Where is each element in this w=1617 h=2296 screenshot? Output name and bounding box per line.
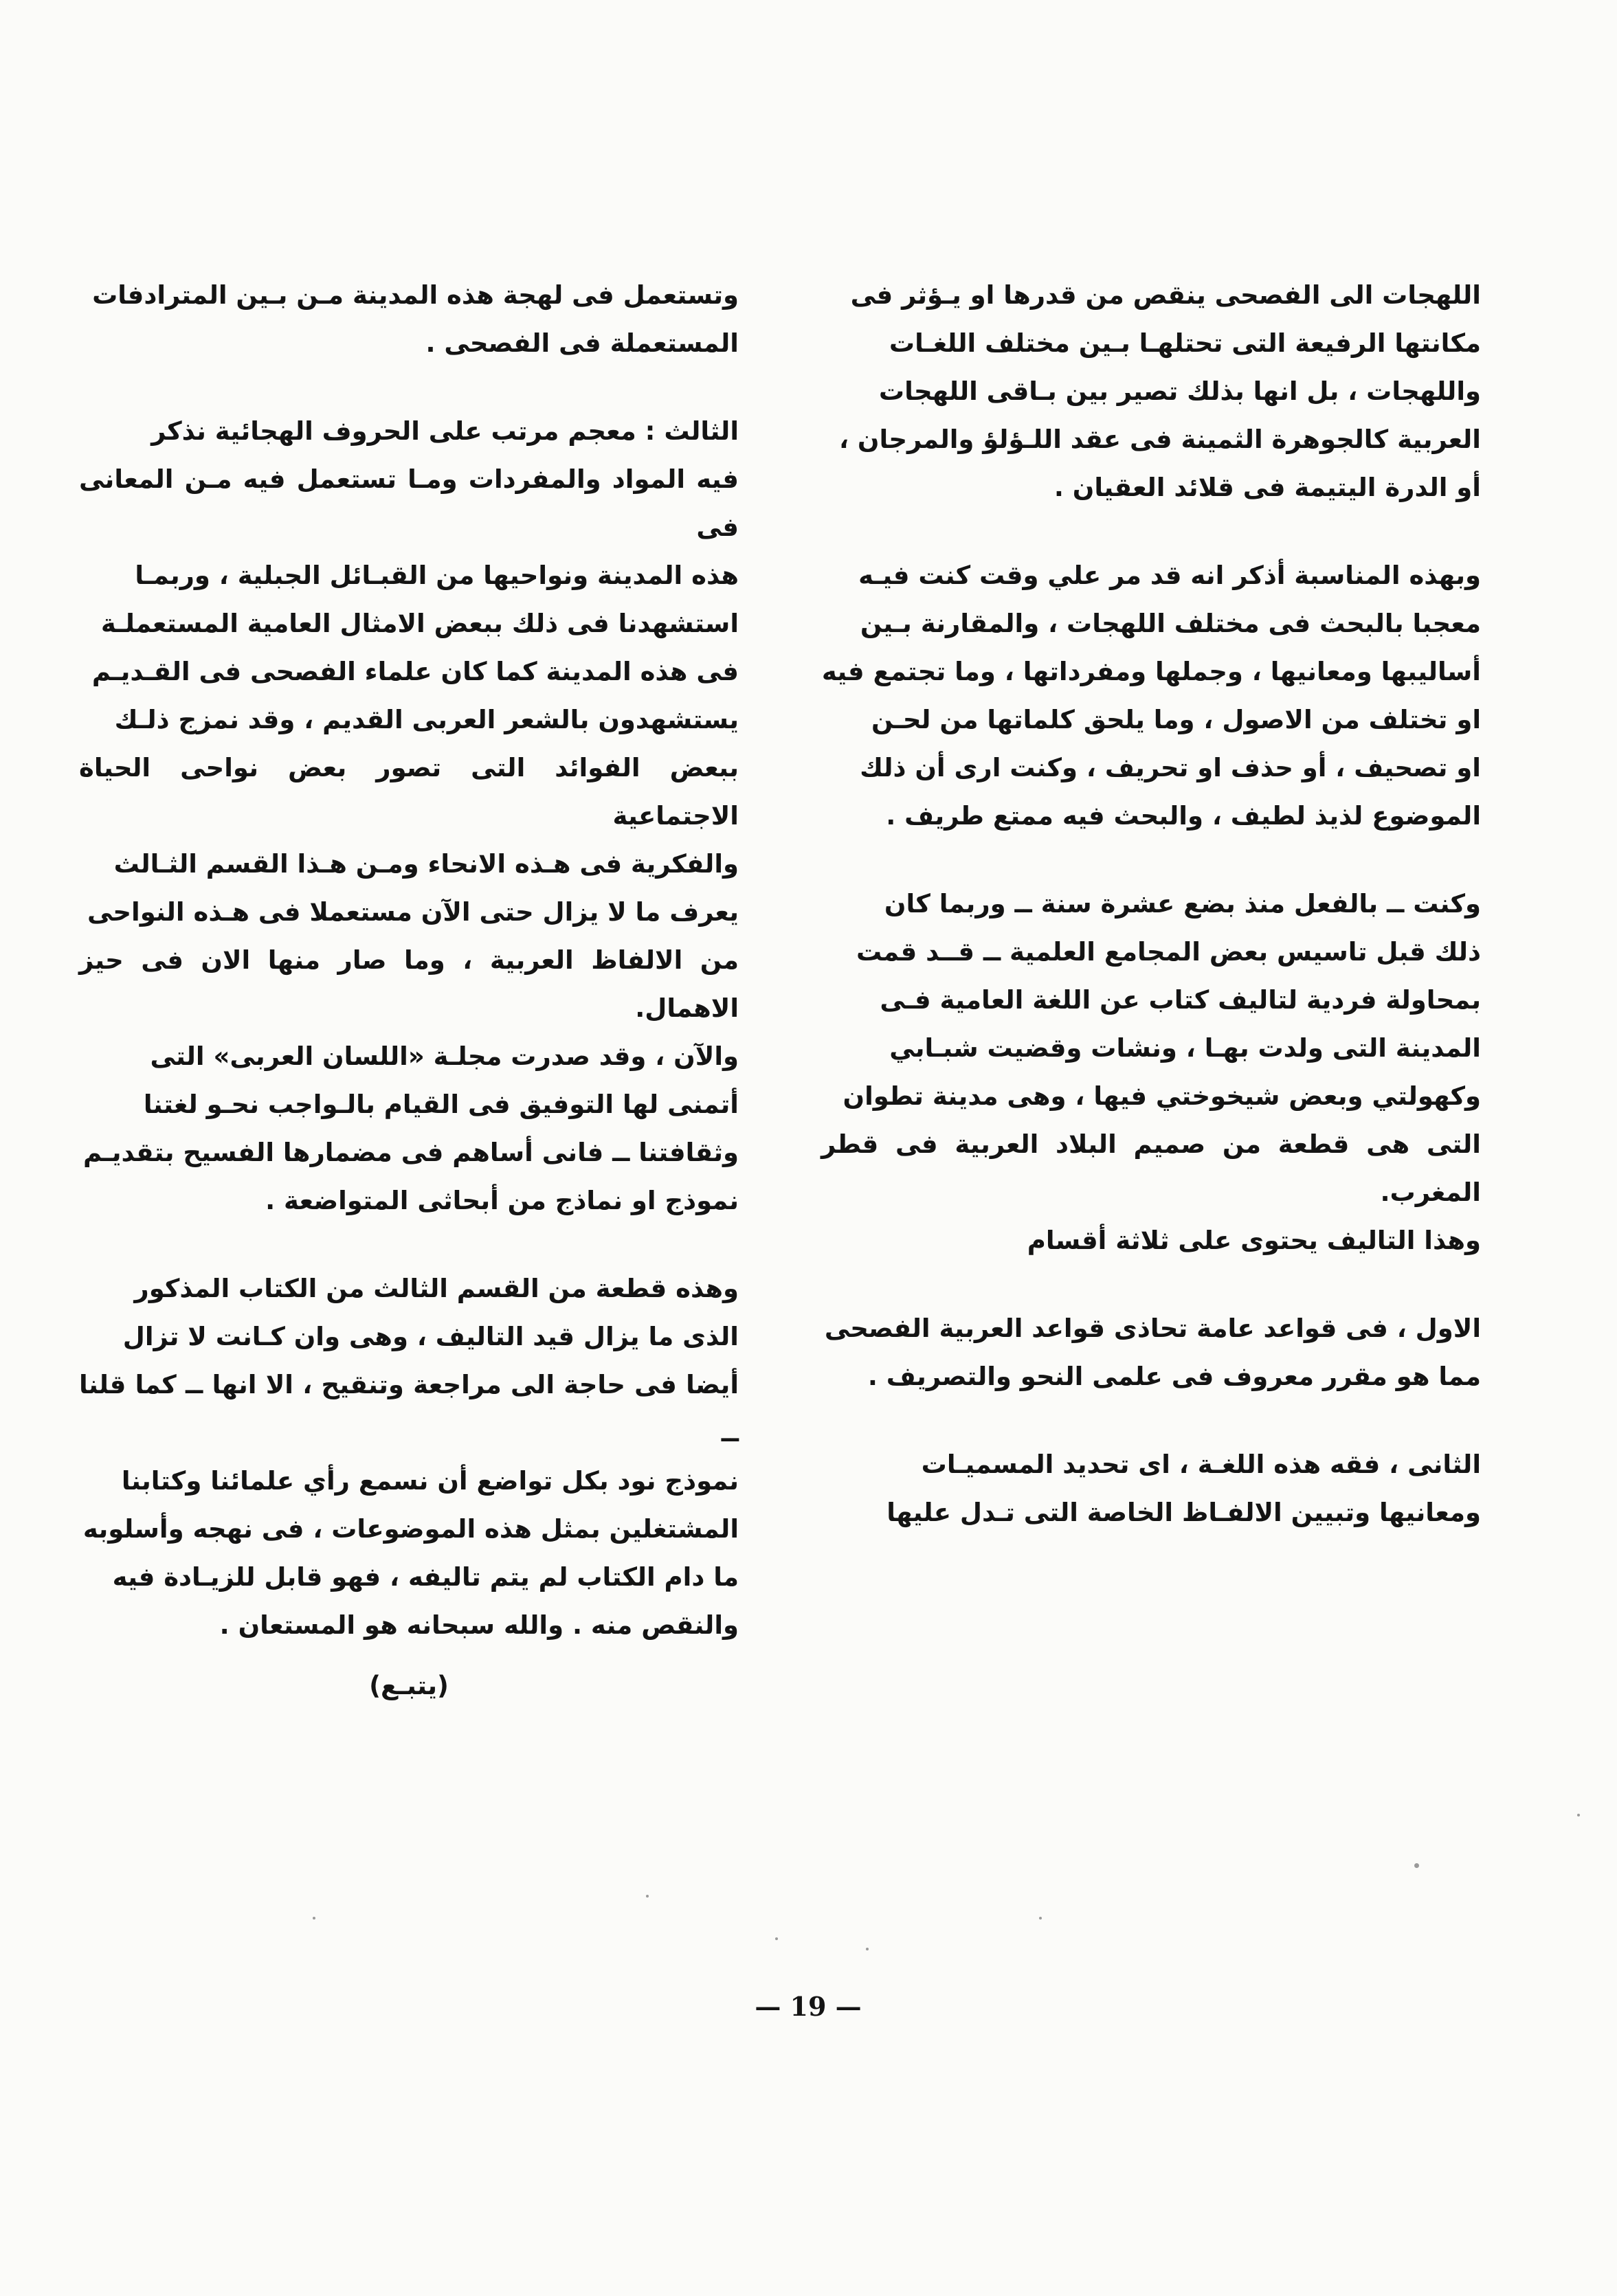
text-line: يستشهدون بالشعر العربى القديم ، وقد نمزج ذلـك: [114, 705, 739, 734]
text-line: واللهجات ، بل انها بذلك تصير بين بـاقى اللهجات: [878, 376, 1481, 406]
paragraph: [821, 1441, 1481, 1537]
text-line: ذلك قبل تاسيس بعض المجامع العلمية ــ قــد قمت: [856, 937, 1481, 967]
text-line: نموذج او نماذج من أبحاثى المتواضعة .: [265, 1186, 739, 1215]
text-line: أو الدرة اليتيمة فى قلائد العقيان .: [1053, 473, 1481, 502]
text-line: والفكرية فى هـذه الانحاء ومـن هـذا القسم الثـالث: [113, 849, 739, 879]
scan-speck: [1039, 1917, 1042, 1920]
text-line: والآن ، وقد صدرت مجلـة «اللسان العربى» التى: [150, 1042, 739, 1071]
text-line: استشهدنا فى ذلك ببعض الامثال العامية المستعملـة: [100, 609, 739, 638]
text-line: معجبا بالبحث فى مختلف اللهجات ، والمقارنة بـين: [860, 609, 1481, 638]
text-line: التى هى قطعة من صميم البلاد العربية فى قطر المغرب.: [821, 1129, 1481, 1207]
text-line: فيه المواد والمفردات ومـا تستعمل فيه مـن المعانى فى: [79, 464, 739, 542]
scan-speck: [646, 1895, 649, 1898]
text-line: الذى ما يزال قيد التاليف ، وهى وان كـانت لا تزال: [122, 1322, 739, 1351]
text-line: أتمنى لها التوفيق فى القيام بالـواجب نحـو لغتنا: [143, 1090, 739, 1119]
paragraph: [821, 552, 1481, 840]
paragraph: [821, 880, 1481, 1265]
text-line: او تصحيف ، أو حذف او تحريف ، وكنت ارى أن ذلك: [860, 753, 1481, 783]
text-line: من الالفاظ العربية ، وما صار منها الان فى حيز الاهمال.: [79, 945, 739, 1023]
text-line: نموذج نود بكل تواضع أن نسمع رأي علمائنا وكتابنا: [121, 1466, 739, 1496]
text-line: وتستعمل فى لهجة هذه المدينة مـن بـين المترادفات: [92, 280, 739, 310]
text-line: العربية كالجوهرة الثمينة فى عقد اللـؤلؤ والمرجان ،: [838, 425, 1481, 454]
text-line: ببعض الفوائد التى تصور بعض نواحى الحياة الاجتماعية: [79, 753, 739, 831]
scan-speck: [866, 1948, 869, 1950]
text-line: يعرف ما لا يزال حتى الآن مستعملا فى هـذه النواحى: [87, 897, 739, 927]
scan-speck: [1414, 1863, 1419, 1868]
text-line: وبهذه المناسبة أذكر انه قد مر علي وقت كنت فيـه: [858, 561, 1481, 590]
text-line: أيضا فى حاجة الى مراجعة وتنقيح ، الا انها ــ كما قلنا ــ: [79, 1370, 739, 1448]
paragraph: [79, 407, 739, 1225]
continued-label: (يتبـع): [369, 1671, 449, 1700]
text-line: أساليبها ومعانيها ، وجملها ومفرداتها ، وما تجتمع فيه: [821, 657, 1481, 686]
text-line: الموضوع لذيذ لطيف ، والبحث فيه ممتع طريف .: [886, 801, 1481, 831]
page-number: — 19 —: [755, 1991, 862, 2022]
paragraph: [79, 1265, 739, 1650]
left-column: [79, 271, 739, 1750]
text-line: والنقص منه . والله سبحانه هو المستعان .: [219, 1610, 739, 1640]
right-column: [821, 271, 1481, 1577]
text-line: او تختلف من الاصول ، وما يلحق كلماتها من لحـن: [871, 705, 1481, 734]
scan-speck: [775, 1937, 778, 1940]
paragraph: [821, 271, 1481, 512]
text-line: وهذا التاليف يحتوى على ثلاثة أقسام: [1027, 1226, 1481, 1255]
paragraph: [79, 271, 739, 368]
text-line: بمحاولة فردية لتاليف كتاب عن اللغة العامية فـى: [880, 985, 1481, 1015]
text-line: المشتغلين بمثل هذه الموضوعات ، فى نهجه وأسلوبه: [82, 1514, 739, 1544]
text-line: الثالث : معجم مرتب على الحروف الهجائية نذكر: [151, 416, 739, 446]
text-line: اللهجات الى الفصحى ينقص من قدرها او يـؤثر فى: [850, 280, 1481, 310]
text-line: مكانتها الرفيعة التى تحتلهـا بـين مختلف اللغـات: [889, 328, 1481, 358]
text-line: الاول ، فى قواعد عامة تحاذى قواعد العربية الفصحى: [824, 1314, 1481, 1343]
paragraph: [821, 1305, 1481, 1401]
text-line: وثقافتنا ــ فانى أساهم فى مضمارها الفسيح بتقديـم: [82, 1138, 739, 1167]
text-line: المدينة التى ولدت بهـا ، ونشات وقضيت شبـابي: [889, 1033, 1481, 1063]
text-line: مما هو مقرر معروف فى علمى النحو والتصريف .: [867, 1362, 1481, 1391]
text-line: هذه المدينة ونواحيها من القبـائل الجبلية ، وربمـا: [135, 561, 739, 590]
text-line: ما دام الكتاب لم يتم تاليفه ، فهو قابل للزيـادة فيه: [112, 1562, 739, 1592]
text-line: الثانى ، فقه هذه اللغـة ، اى تحديد المسميـات: [921, 1450, 1481, 1479]
text-line: وكنت ــ بالفعل منذ بضع عشرة سنة ــ وربما كان: [884, 889, 1481, 919]
text-line: وكهولتي وبعض شيخوختي فيها ، وهى مدينة تطوان: [843, 1081, 1481, 1111]
text-line: ومعانيها وتبيين الالفـاظ الخاصة التى تـدل عليها: [886, 1498, 1481, 1527]
scan-speck: [1577, 1814, 1580, 1816]
text-line: فى هذه المدينة كما كان علماء الفصحى فى القـديـم: [91, 657, 739, 686]
text-line: وهذه قطعة من القسم الثالث من الكتاب المذكور: [134, 1274, 739, 1303]
scan-speck: [313, 1917, 315, 1920]
text-line: المستعملة فى الفصحى .: [425, 328, 739, 358]
